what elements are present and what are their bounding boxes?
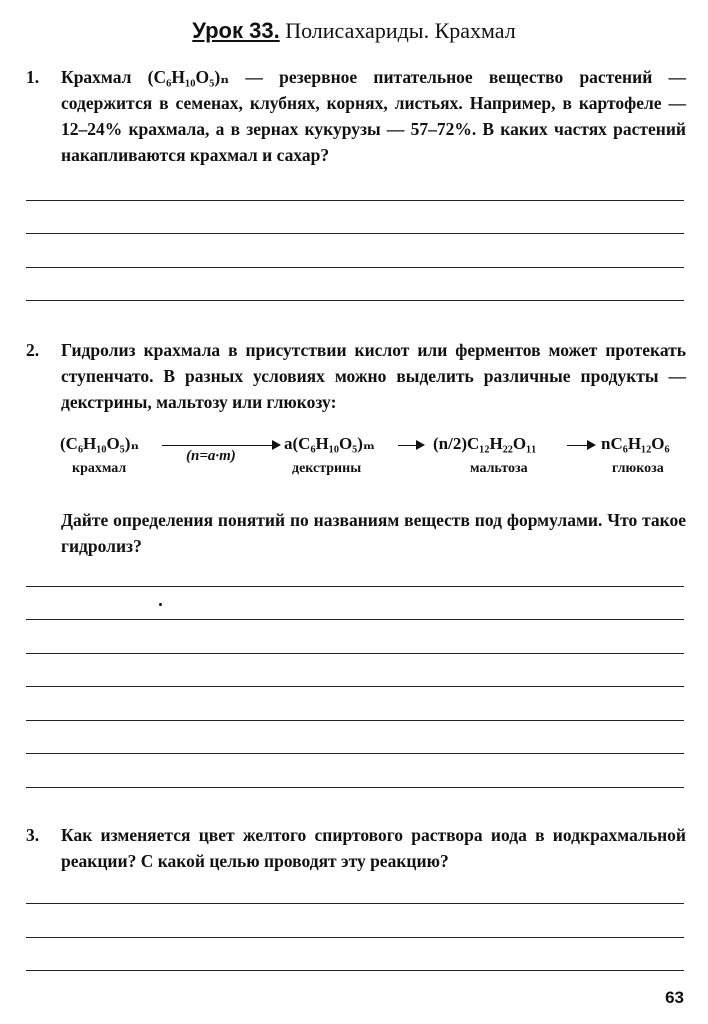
answer-line[interactable] [26,200,684,201]
starch-formula: (C₆H₁₀O₅)ₙ [60,434,140,453]
arrow-2-line [398,445,418,446]
dextrins-label: декстрины [292,461,362,476]
lesson-title: Полисахариды. Крахмал [285,18,516,43]
condition: (n=a·m) [186,448,236,464]
answer-line[interactable] [26,970,684,971]
answer-line[interactable] [26,233,684,234]
maltose-label: мальтоза [470,461,528,476]
answer-line[interactable] [26,267,684,268]
task-text: Гидролиз крахмала в присутствии кислот или ферментов может протекать ступенчато. В разных условиях можно выделить различные продукты — декстрины, мальтозу или глюкозу: [61,340,686,412]
task-3 [26,822,686,874]
lesson-label: Урок 33. [192,18,280,43]
answer-line[interactable] [26,753,684,754]
page-number: 63 [665,988,684,1007]
glucose-label: глюкоза [612,461,664,476]
task-number: 2. [26,340,40,360]
task-text: Как изменяется цвет желтого спиртового раствора иода в иодкрахмальной реакции? С какой целью проводят эту реакцию? [61,825,686,871]
page-title [0,16,708,46]
task-2-question [26,507,686,559]
glucose-formula: nC₆H₁₂O₆ [601,434,670,453]
answer-line[interactable] [26,787,684,788]
ink-dot [159,603,162,606]
task-number: 3. [26,825,40,845]
task-1 [26,64,686,168]
answer-line[interactable] [26,937,684,938]
answer-line[interactable] [26,903,684,904]
answer-line[interactable] [26,619,684,620]
answer-line[interactable] [26,720,684,721]
task-number: 1. [26,67,40,87]
dextrins-formula: a(C₆H₁₀O₅)ₘ [284,434,376,453]
arrow-3-head [587,440,596,450]
answer-line[interactable] [26,300,684,301]
answer-line[interactable] [26,686,684,687]
task-2 [26,337,686,415]
hydrolysis-scheme [60,434,690,484]
answer-line[interactable] [26,586,684,587]
arrow-2-head [416,440,425,450]
arrow-1-head [272,440,281,450]
starch-formula-inline: (C₆H₁₀O₅)ₙ [147,67,230,87]
task-text: Крахмал (C₆H₁₀O₅)ₙ — резервное питательное вещество растений — содержится в семенах, клубнях, корнях, листьях. Например, в картофеле — 12–24% крахмала, а в зернах кукурузы — 57–72%. В каких частях растений накапливаются крахмал и сахар? [61,67,686,165]
task-question: Дайте определения понятий по названиям веществ под формулами. Что такое гидролиз? [61,510,686,556]
arrow-3-line [567,445,589,446]
answer-line[interactable] [26,653,684,654]
maltose-formula: (n/2)C₁₂H₂₂O₁₁ [433,434,537,453]
starch-label: крахмал [72,461,127,476]
arrow-1-line [162,445,274,446]
